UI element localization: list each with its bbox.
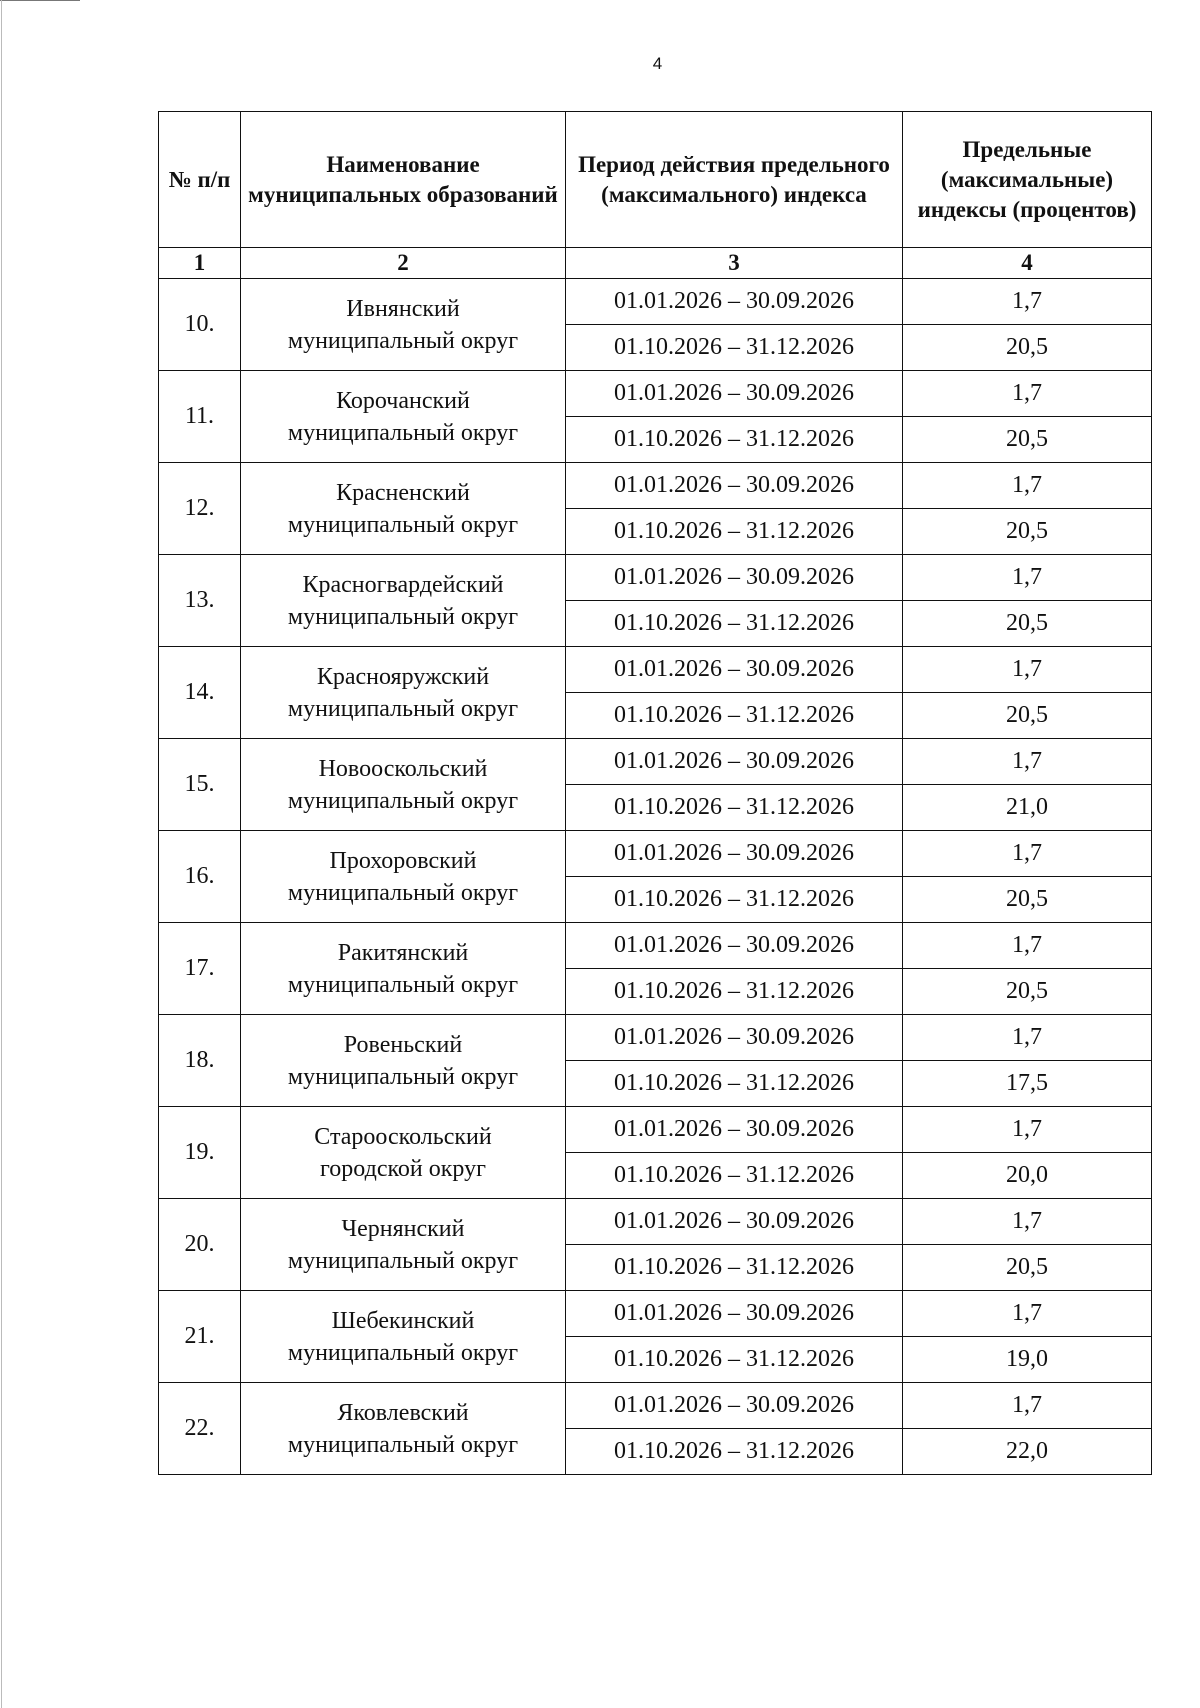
table-row (159, 1291, 1152, 1337)
row-number: 12. (159, 463, 241, 555)
municipality-name (241, 555, 566, 647)
row-number: 13. (159, 555, 241, 647)
table-row (159, 1383, 1152, 1429)
period-cell: 01.10.2026 – 31.12.2026 (566, 1337, 903, 1383)
column-number-row (159, 248, 1152, 279)
municipality-name (241, 1015, 566, 1107)
municipality-name-line2: муниципальный округ (287, 327, 519, 354)
index-cell: 1,7 (903, 1199, 1152, 1245)
column-number: 2 (241, 248, 566, 279)
municipality-name-line2: муниципальный округ (287, 419, 519, 446)
municipality-name-line2: муниципальный округ (287, 1063, 519, 1090)
period-cell: 01.10.2026 – 31.12.2026 (566, 1245, 903, 1291)
municipality-name-line1: Чернянский (341, 1215, 465, 1242)
row-number: 15. (159, 739, 241, 831)
index-cell: 1,7 (903, 1107, 1152, 1153)
period-cell: 01.01.2026 – 30.09.2026 (566, 739, 903, 785)
municipality-name-line1: Красногвардейский (302, 571, 504, 598)
period-cell: 01.10.2026 – 31.12.2026 (566, 1429, 903, 1475)
period-cell: 01.01.2026 – 30.09.2026 (566, 371, 903, 417)
municipality-name (241, 739, 566, 831)
index-cell: 1,7 (903, 279, 1152, 325)
municipality-name-line2: городской округ (320, 1155, 486, 1182)
scan-mark-left (1, 0, 2, 1708)
index-cell: 1,7 (903, 1291, 1152, 1337)
index-cell: 1,7 (903, 371, 1152, 417)
table-row (159, 647, 1152, 693)
municipality-name-line1: Старооскольский (314, 1123, 492, 1150)
municipality-name-line1: Прохоровский (329, 847, 477, 874)
period-cell: 01.01.2026 – 30.09.2026 (566, 1107, 903, 1153)
period-cell: 01.01.2026 – 30.09.2026 (566, 647, 903, 693)
index-table (158, 111, 1152, 1475)
period-cell: 01.10.2026 – 31.12.2026 (566, 509, 903, 555)
table-row (159, 923, 1152, 969)
index-cell: 1,7 (903, 1383, 1152, 1429)
header-index: Предельные (максимальные) индексы (процентов) (903, 112, 1152, 248)
municipality-name-line2: муниципальный округ (287, 511, 519, 538)
municipality-name (241, 1291, 566, 1383)
index-cell: 20,5 (903, 1245, 1152, 1291)
table-row (159, 279, 1152, 325)
index-cell: 21,0 (903, 785, 1152, 831)
page-number: 4 (652, 54, 663, 73)
index-cell: 1,7 (903, 923, 1152, 969)
index-cell: 20,5 (903, 325, 1152, 371)
municipality-name-line2: муниципальный округ (287, 1431, 519, 1458)
period-cell: 01.10.2026 – 31.12.2026 (566, 1061, 903, 1107)
municipality-name-line1: Красненский (336, 479, 470, 506)
municipality-name-line2: муниципальный округ (287, 879, 519, 906)
period-cell: 01.01.2026 – 30.09.2026 (566, 831, 903, 877)
row-number: 10. (159, 279, 241, 371)
column-number: 1 (159, 248, 241, 279)
period-cell: 01.01.2026 – 30.09.2026 (566, 279, 903, 325)
period-cell: 01.10.2026 – 31.12.2026 (566, 969, 903, 1015)
table-row (159, 555, 1152, 601)
period-cell: 01.01.2026 – 30.09.2026 (566, 463, 903, 509)
index-cell: 19,0 (903, 1337, 1152, 1383)
index-cell: 20,5 (903, 417, 1152, 463)
header-row (159, 112, 1152, 248)
index-cell: 20,5 (903, 601, 1152, 647)
period-cell: 01.10.2026 – 31.12.2026 (566, 877, 903, 923)
index-cell: 17,5 (903, 1061, 1152, 1107)
period-cell: 01.01.2026 – 30.09.2026 (566, 1015, 903, 1061)
row-number: 17. (159, 923, 241, 1015)
period-cell: 01.01.2026 – 30.09.2026 (566, 1199, 903, 1245)
row-number: 18. (159, 1015, 241, 1107)
index-cell: 1,7 (903, 647, 1152, 693)
municipality-name (241, 371, 566, 463)
table-row (159, 371, 1152, 417)
index-cell: 20,5 (903, 969, 1152, 1015)
period-cell: 01.10.2026 – 31.12.2026 (566, 325, 903, 371)
table-row (159, 739, 1152, 785)
index-cell: 1,7 (903, 831, 1152, 877)
period-cell: 01.01.2026 – 30.09.2026 (566, 1383, 903, 1429)
municipality-name (241, 463, 566, 555)
municipality-name-line1: Новооскольский (318, 755, 488, 782)
index-cell: 20,5 (903, 877, 1152, 923)
table-row (159, 831, 1152, 877)
period-cell: 01.01.2026 – 30.09.2026 (566, 1291, 903, 1337)
municipality-name-line1: Ивнянский (346, 295, 460, 322)
table-row (159, 1107, 1152, 1153)
row-number: 21. (159, 1291, 241, 1383)
period-cell: 01.10.2026 – 31.12.2026 (566, 693, 903, 739)
municipality-name (241, 923, 566, 1015)
column-number: 4 (903, 248, 1152, 279)
period-cell: 01.10.2026 – 31.12.2026 (566, 601, 903, 647)
period-cell: 01.10.2026 – 31.12.2026 (566, 417, 903, 463)
municipality-name-line2: муниципальный округ (287, 1247, 519, 1274)
scan-mark-top (0, 0, 80, 1)
municipality-name-line1: Шебекинский (331, 1307, 475, 1334)
table-body (159, 279, 1152, 1475)
municipality-name (241, 1107, 566, 1199)
municipality-name-line1: Яковлевский (337, 1399, 469, 1426)
municipality-name-line1: Краснояружский (316, 663, 490, 690)
municipality-name (241, 647, 566, 739)
header-name: Наименование муниципальных образований (241, 112, 566, 248)
municipality-name-line1: Корочанский (336, 387, 470, 414)
index-cell: 20,5 (903, 693, 1152, 739)
index-cell: 1,7 (903, 555, 1152, 601)
municipality-name (241, 1383, 566, 1475)
period-cell: 01.01.2026 – 30.09.2026 (566, 923, 903, 969)
row-number: 16. (159, 831, 241, 923)
header-period: Период действия предельного (максимального) индекса (566, 112, 903, 248)
row-number: 20. (159, 1199, 241, 1291)
period-cell: 01.10.2026 – 31.12.2026 (566, 1153, 903, 1199)
index-cell: 1,7 (903, 739, 1152, 785)
index-cell: 1,7 (903, 1015, 1152, 1061)
municipality-name-line2: муниципальный округ (287, 971, 519, 998)
period-cell: 01.01.2026 – 30.09.2026 (566, 555, 903, 601)
period-cell: 01.10.2026 – 31.12.2026 (566, 785, 903, 831)
municipality-name-line2: муниципальный округ (287, 603, 519, 630)
municipality-name (241, 1199, 566, 1291)
index-cell: 20,0 (903, 1153, 1152, 1199)
index-cell: 20,5 (903, 509, 1152, 555)
column-number: 3 (566, 248, 903, 279)
municipality-name-line2: муниципальный округ (287, 1339, 519, 1366)
municipality-name-line1: Ракитянский (337, 939, 469, 966)
table-row (159, 1015, 1152, 1061)
row-number: 11. (159, 371, 241, 463)
row-number: 14. (159, 647, 241, 739)
index-cell: 1,7 (903, 463, 1152, 509)
table-row (159, 463, 1152, 509)
row-number: 22. (159, 1383, 241, 1475)
index-cell: 22,0 (903, 1429, 1152, 1475)
municipality-name-line1: Ровеньский (343, 1031, 463, 1058)
municipality-name (241, 279, 566, 371)
municipality-name-line2: муниципальный округ (287, 695, 519, 722)
header-num: № п/п (159, 112, 241, 248)
row-number: 19. (159, 1107, 241, 1199)
table-row (159, 1199, 1152, 1245)
municipality-name-line2: муниципальный округ (287, 787, 519, 814)
municipality-name (241, 831, 566, 923)
